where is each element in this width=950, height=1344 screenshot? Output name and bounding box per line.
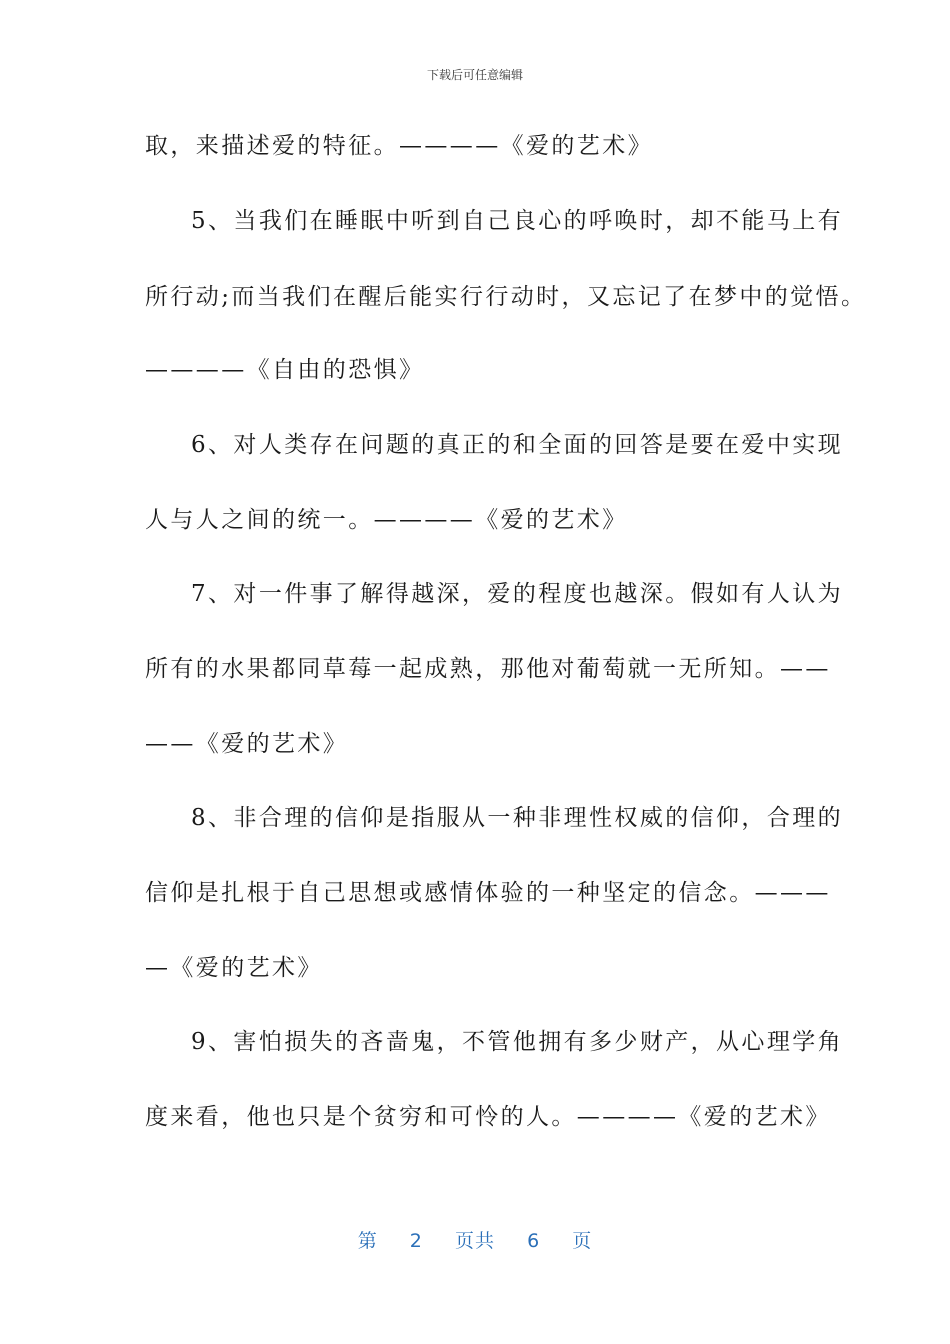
current-page-number: 2	[409, 1230, 423, 1252]
footer-prefix: 第	[357, 1230, 378, 1252]
page-footer	[0, 1226, 950, 1253]
text-line: 6、对人类存在问题的真正的和全面的回答是要在爱中实现	[191, 432, 844, 458]
text-line: 所有的水果都同草莓一起成熟，那他对葡萄就一无所知。——	[145, 656, 831, 682]
text-line: 7、对一件事了解得越深，爱的程度也越深。假如有人认为	[191, 581, 844, 607]
total-page-number: 6	[527, 1230, 541, 1252]
text-line: 度来看，他也只是个贫穷和可怜的人。————《爱的艺术》	[145, 1104, 831, 1130]
footer-middle: 页共	[454, 1230, 495, 1252]
text-line: 9、害怕损失的吝啬鬼，不管他拥有多少财产，从心理学角	[191, 1029, 844, 1055]
text-line: 8、非合理的信仰是指服从一种非理性权威的信仰，合理的	[191, 805, 844, 831]
text-line: ————《自由的恐惧》	[145, 357, 425, 383]
text-line: 所行动;而当我们在醒后能实行行动时，又忘记了在梦中的觉悟。	[145, 284, 867, 310]
page-header: 下载后可任意编辑	[426, 68, 523, 82]
text-line: 人与人之间的统一。————《爱的艺术》	[145, 507, 628, 533]
text-line: 取，来描述爱的特征。————《爱的艺术》	[145, 133, 653, 159]
text-line: 信仰是扎根于自己思想或感情体验的一种坚定的信念。———	[145, 880, 831, 906]
text-line: 5、当我们在睡眠中听到自己良心的呼唤时，却不能马上有	[191, 208, 844, 234]
text-line: ——《爱的艺术》	[145, 731, 349, 757]
footer-suffix: 页	[572, 1230, 593, 1252]
text-line: —《爱的艺术》	[145, 955, 323, 981]
